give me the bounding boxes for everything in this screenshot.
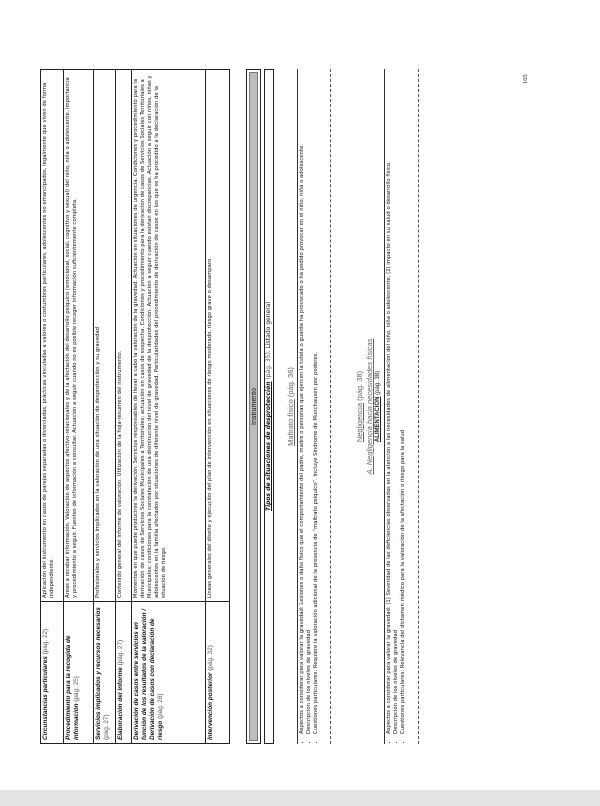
bottom-strip [0, 790, 600, 806]
row-label: Procedimiento para la recogida de información (pág. 25) [64, 601, 93, 743]
alimentacion-heading: ALIMENTACIÓN (pág. 38) [375, 370, 381, 443]
row-label: Servicios implicados y recursos necesarios (pág. 27) [94, 601, 115, 743]
list-item: • Aspectos a considerar para valorar la gravedad: Lesiones o daño físico que el comportamiento del padre, madre o personas que ejercen la tutela o guarda ha provocado o ha podido provocar en el niño, niña o adolescente. [299, 69, 306, 734]
divider [418, 69, 419, 744]
list-item: • Cuestiones particulares: Relevancia del dictamen médico para la valoración de la afectación o riesgo para la salud [400, 69, 407, 734]
row-text: Momentos en que puede producirse la derivación. Servicios responsables de llevar a cabo la valoración de la gravedad. Actuación en situaciones de urgencia. Condiciones y procedimiento para la derivación de casos de Servicios Sociales Municipales a Territoriales; actuación en casos de sospecha. Condiciones y procedimiento para la derivación de casos de Servicios Sociales Territoriales a Municipales; condiciones para la constatación de una disminución del nivel de gravedad de la desprotección. Actuación a seguir cuando existan discrepancias. Actuación a seguir con niños, niñas y adolescentes en la familia afectados por situaciones de diferente nivel de gravedad. Particularidades del procedimiento de derivación de casos en los que se ha procedido a la declaración de la situación de riesgo. [133, 75, 167, 598]
list-item: • Cuestiones particulares: Requiere la valoración adicional de la presencia de “maltrato psíquico”. Incluye Síndrome de Munchausen por poderes. [313, 69, 320, 734]
row-text: Áreas a recabar información. Valoración de aspectos afectivo-relacionales y de la afectación del desarrollo psíquico (emocional, social, cognitivo y sexual) del niño, niña o adolescente. Importancia y procedimiento a seguir. Fuentes de información a consultar. Actuación a seguir cuando no es posible recoger información suficientemente completa. [65, 77, 78, 598]
table-row [131, 70, 205, 743]
table-row [93, 70, 115, 743]
row-label: Elaboración del informe (pág. 27) [116, 601, 131, 743]
divider [297, 69, 298, 744]
instrumento-banner [246, 69, 261, 744]
table-row [41, 70, 63, 743]
list-item: • Aspectos a considerar para valorar la gravedad: (1) Severidad de las deficiencias observadas en la atención a las necesidades de alimentación del niño, niña o adolescente, (2) impacto en su salud o desarrollo físico. [386, 69, 393, 734]
list-item: • Descripción de los niveles de gravedad [393, 69, 400, 734]
row-text: Líneas generales del diseño y ejecución del plan de intervención en situaciones de riesgo moderado, riesgo grave o desamparo [207, 258, 213, 598]
negligencia-subheading: A. Negligencia hacia necesidades físicas [365, 338, 374, 475]
page-number: 105 [522, 74, 529, 84]
row-text: Aplicación del instrumento en casos de parejas separadas o divorciadas, prácticas vinculadas a valores o costumbres particulares, adolescentes no emancipados, legalmente que viven de forma independiente. [42, 82, 55, 598]
tipos-heading: Tipos de situaciones de desprotección (pág. 35). Listado general [264, 69, 274, 744]
divider [384, 69, 385, 744]
table-row [115, 70, 131, 743]
row-text: Contenido general del informe de valoración. Utilización de la hoja-resumen del instrumento. [117, 350, 123, 598]
table-row [63, 70, 93, 743]
rotated-sheet [40, 64, 540, 744]
instrumento-title: Instrumento [249, 72, 258, 741]
negligencia-heading: Negligencia (pág. 38) [355, 370, 364, 443]
row-label: Intervención posterior (pág. 32) [206, 601, 229, 743]
list-item: • Descripción de los niveles de gravedad [306, 69, 313, 734]
maltrato-bullets [299, 69, 320, 744]
row-label: Derivación de casos entre servicios en función de los resultados de la valoración / Derivación de casos con declaración de riesgo (pág. 28) [132, 601, 205, 743]
divider [330, 69, 331, 744]
table-row [205, 70, 229, 743]
row-label: Circunstancias particulares (pág. 22) [41, 601, 63, 743]
negligencia-bullets [386, 69, 407, 744]
row-text: Profesionales y servicios implicados en la valoración de una situación de desprotección y su gravedad [95, 326, 101, 598]
maltrato-heading: Maltrato físico (pág. 36) [286, 367, 295, 446]
summary-table [40, 69, 230, 744]
